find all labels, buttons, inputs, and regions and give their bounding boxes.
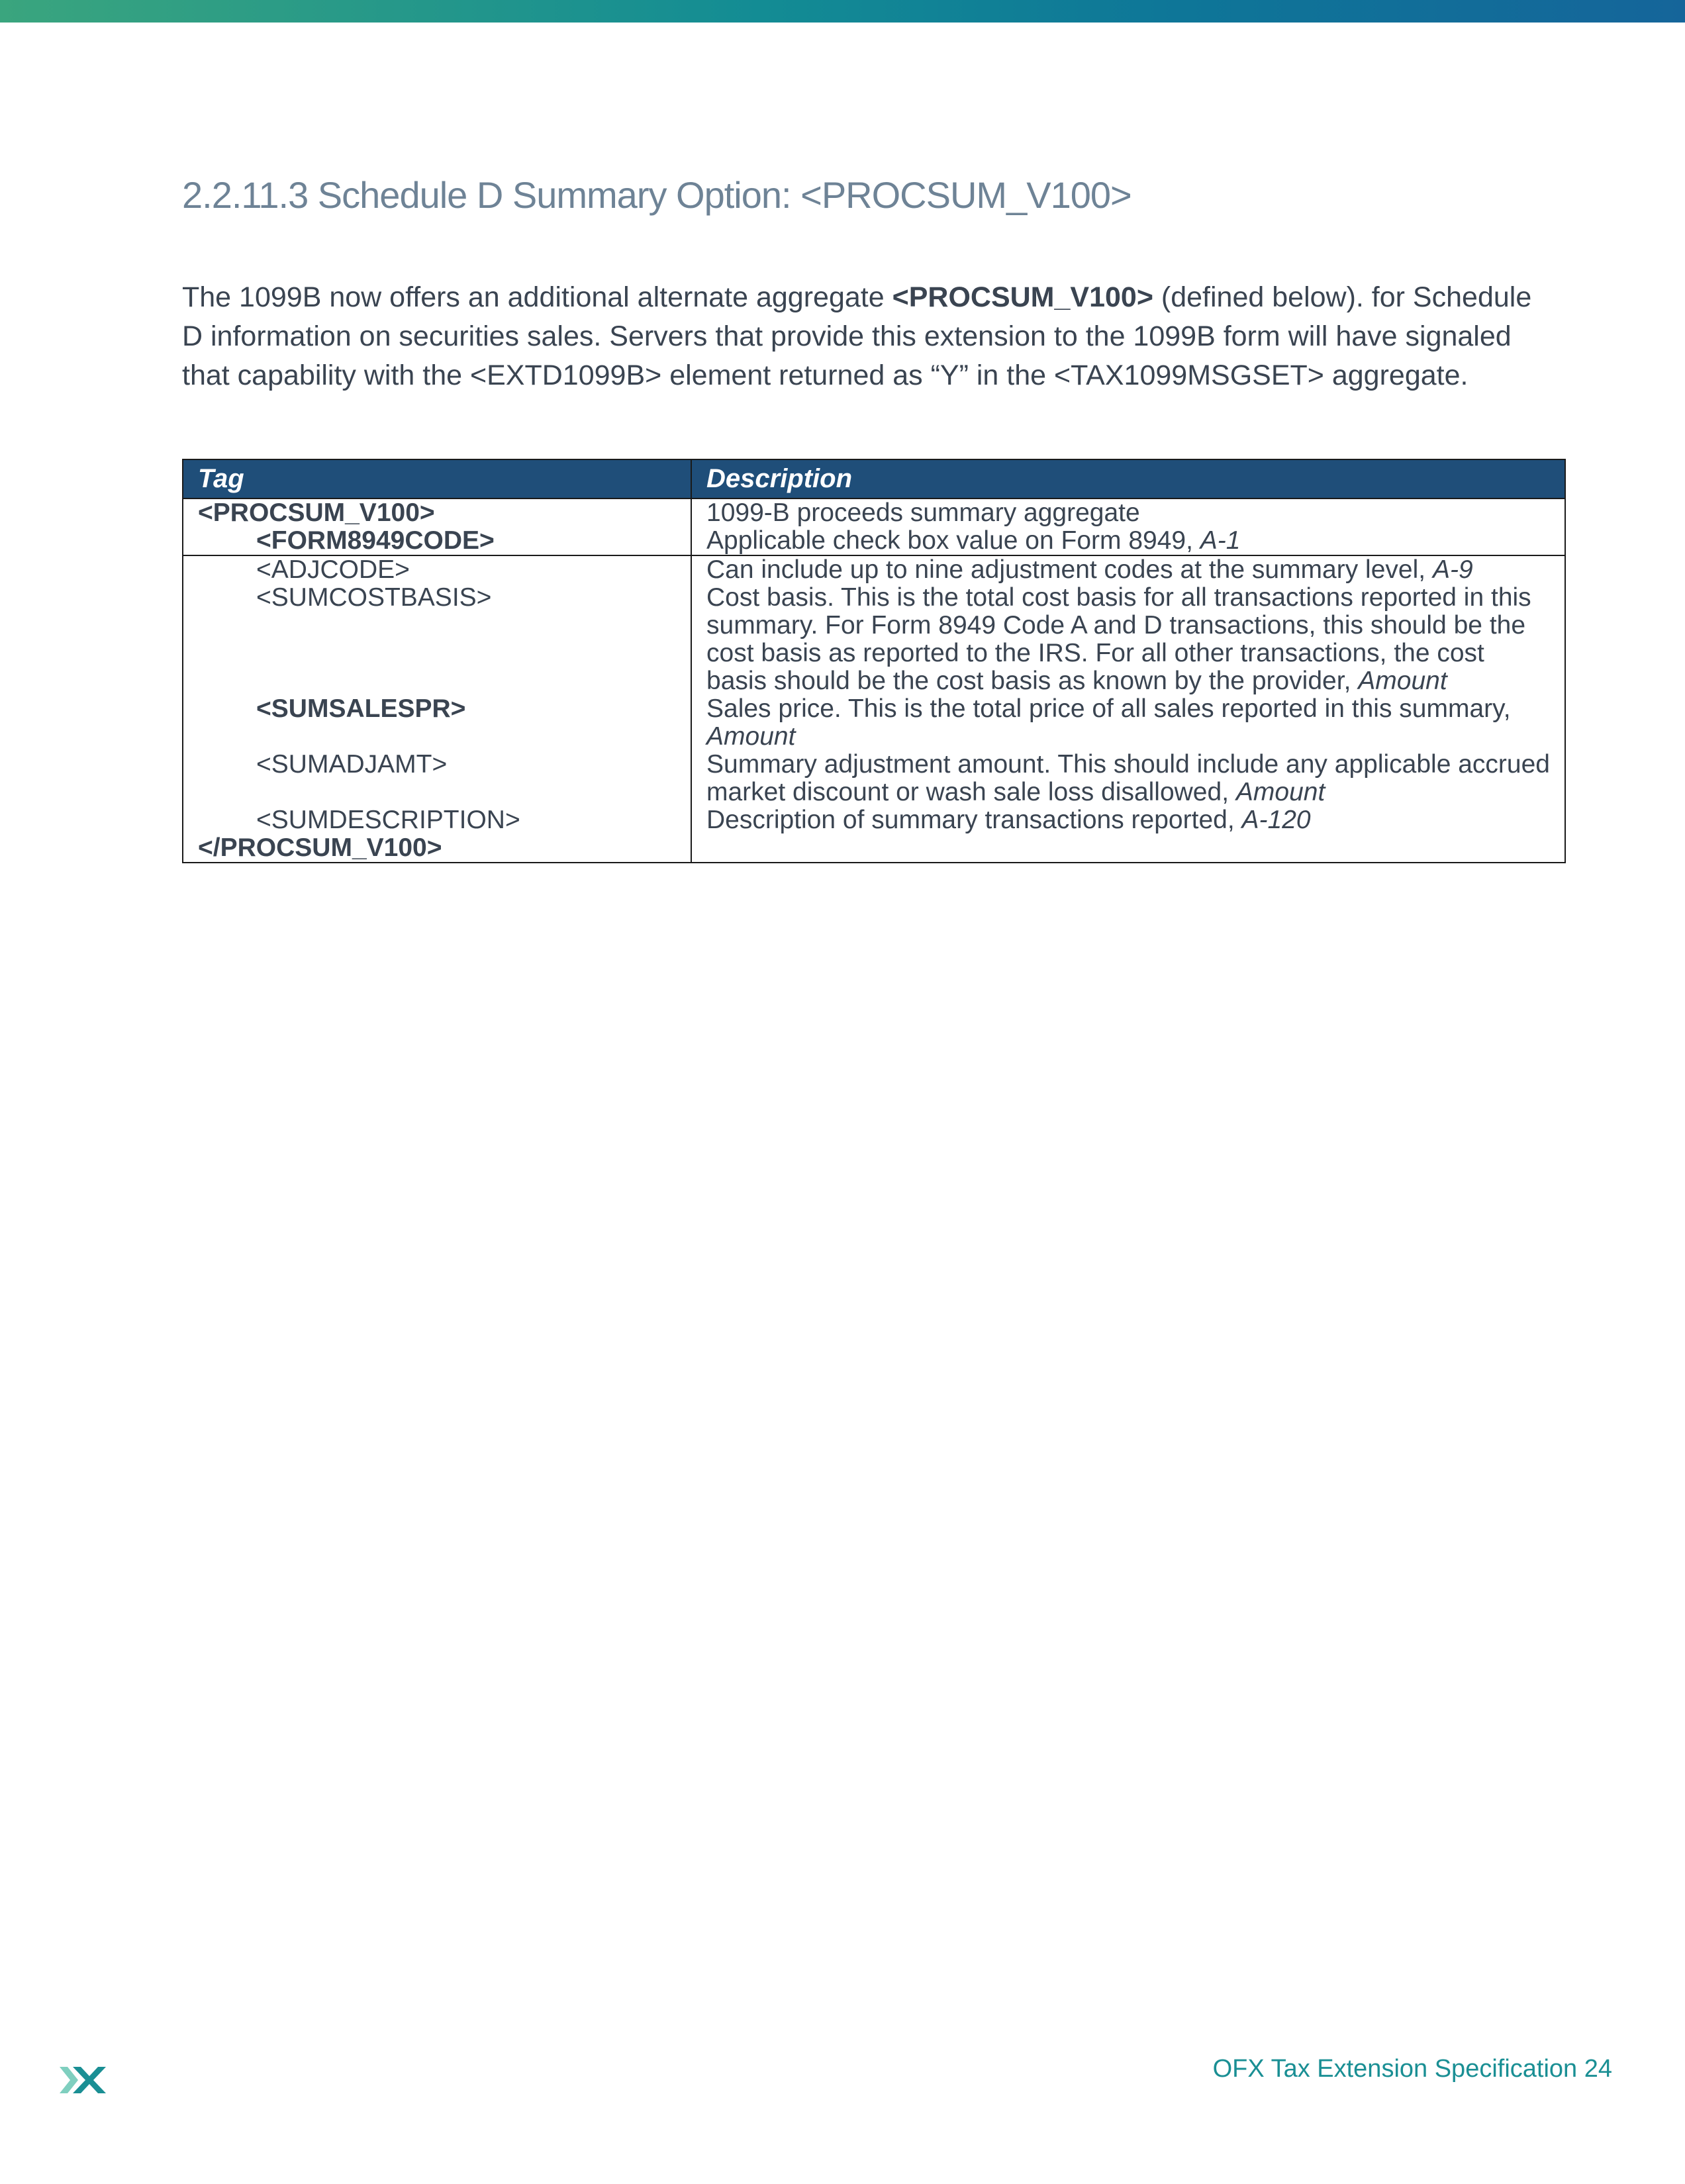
description-text: Cost basis. This is the total cost basis for all transactions reported in this summary. For Form 8949 Code A and D transactions, this should be the cost basis as reported to the IRS. For all other transactions, the cost basis should be the cost basis as known by the provider, xyxy=(706,583,1531,695)
description-text: 1099-B proceeds summary aggregate xyxy=(706,499,1140,527)
tag-cell: <FORM8949CODE> xyxy=(183,527,691,555)
description-cell xyxy=(691,527,1565,555)
description-text: Summary adjustment amount. This should include any applicable accrued market discount or wash sale loss disallowed, xyxy=(706,750,1550,806)
description-text: Description of summary transactions reported, xyxy=(706,806,1242,834)
description-cell xyxy=(691,499,1565,527)
table-row xyxy=(183,751,1565,806)
tag-cell: <ADJCODE> xyxy=(183,555,691,584)
tag-cell: <SUMCOSTBASIS> xyxy=(183,584,691,695)
tag-cell: <PROCSUM_V100> xyxy=(183,499,691,527)
tag-cell: <SUMADJAMT> xyxy=(183,751,691,806)
table-row xyxy=(183,499,1565,527)
tag-cell: </PROCSUM_V100> xyxy=(183,834,691,863)
header-description: Description xyxy=(691,459,1565,499)
header-tag: Tag xyxy=(183,459,691,499)
description-cell xyxy=(691,806,1565,834)
type-text: A-120 xyxy=(1241,806,1311,834)
table-row xyxy=(183,555,1565,584)
footer-page-label: OFX Tax Extension Specification 24 xyxy=(1212,2055,1612,2083)
type-text: Amount xyxy=(1358,667,1447,695)
type-text: Amount xyxy=(706,722,796,751)
intro-aggregate-name: <PROCSUM_V100> xyxy=(892,281,1153,313)
table-row xyxy=(183,695,1565,751)
type-text: A-9 xyxy=(1432,555,1473,584)
description-cell xyxy=(691,584,1565,695)
table-row xyxy=(183,834,1565,863)
top-accent-bar xyxy=(0,0,1685,23)
table-row xyxy=(183,584,1565,695)
ofx-x-logo-icon xyxy=(58,2064,107,2096)
description-cell xyxy=(691,834,1565,863)
intro-text-start: The 1099B now offers an additional alternate aggregate xyxy=(182,281,892,313)
tag-cell: <SUMSALESPR> xyxy=(183,695,691,751)
type-text: Amount xyxy=(1235,778,1325,806)
description-text: Can include up to nine adjustment codes at the summary level, xyxy=(706,555,1433,584)
table-row xyxy=(183,527,1565,555)
intro-paragraph xyxy=(182,278,1559,395)
description-text: Applicable check box value on Form 8949, xyxy=(706,526,1200,555)
tag-cell: <SUMDESCRIPTION> xyxy=(183,806,691,834)
type-text: A-1 xyxy=(1200,526,1241,555)
description-cell xyxy=(691,695,1565,751)
logo-light-chevron xyxy=(60,2067,78,2093)
section-heading: 2.2.11.3 Schedule D Summary Option: <PROCSUM_V100> xyxy=(182,174,1131,216)
description-cell xyxy=(691,555,1565,584)
intro-text-end: (defined below). for Schedule D information on securities sales. Servers that provide this extension to the 1099B form will have signaled that capability with the <EXTD1099B> element returned as “Y” in the <TAX1099MSGSET> aggregate. xyxy=(182,281,1532,391)
table-row xyxy=(183,806,1565,834)
table-header-row xyxy=(183,459,1565,499)
procsum-spec-table xyxy=(182,459,1566,863)
description-text: Sales price. This is the total price of all sales reported in this summary, xyxy=(706,694,1511,723)
description-cell xyxy=(691,751,1565,806)
